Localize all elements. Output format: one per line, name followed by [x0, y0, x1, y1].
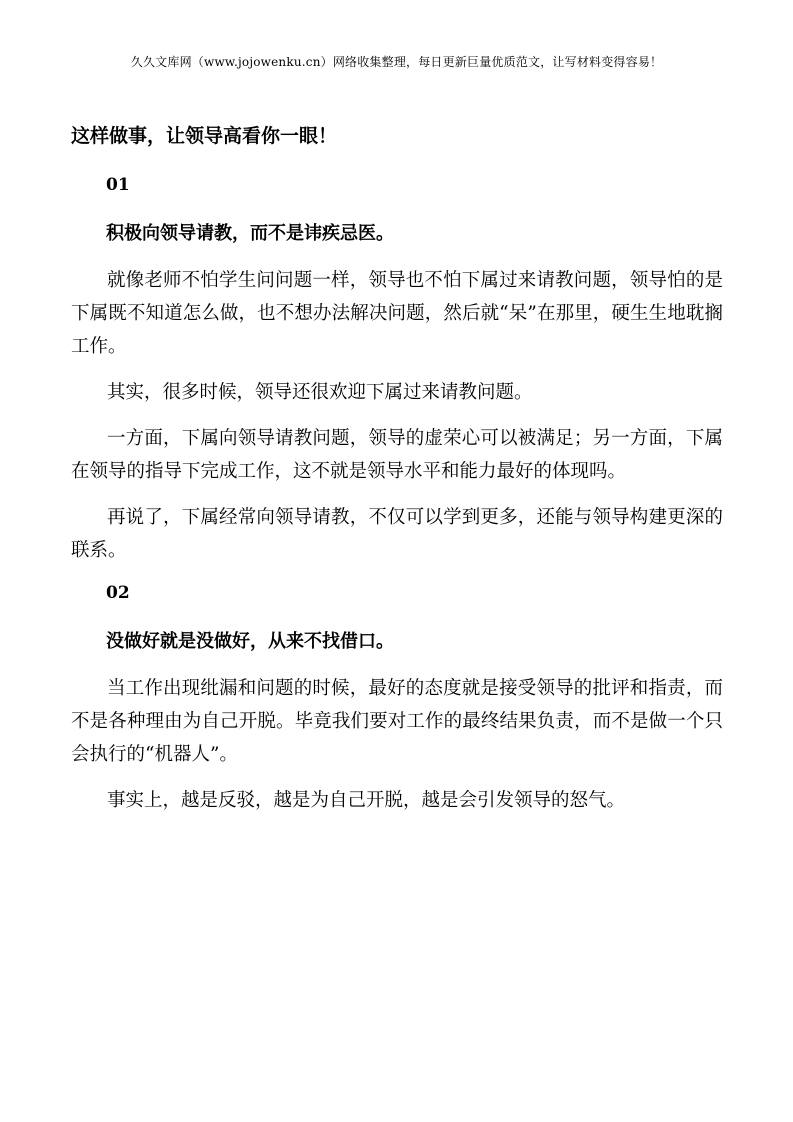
- section-heading: 积极向领导请教，而不是讳疾忌医。: [106, 223, 394, 244]
- section-heading: 没做好就是没做好，从来不找借口。: [106, 631, 394, 652]
- paragraph: 再说了，下属经常向领导请教，不仅可以学到更多，还能与领导构建更深的联系。: [71, 507, 723, 561]
- paragraph: 就像老师不怕学生问问题一样，领导也不怕下属过来请教问题，领导怕的是下属既不知道怎么做，也不想办法解决问题，然后就“呆”在那里，硬生生地耽搁工作。: [71, 270, 723, 357]
- section-01: [71, 172, 723, 567]
- section-02: [71, 580, 723, 817]
- section-number: 02: [106, 583, 130, 603]
- paragraph: 事实上，越是反驳，越是为自己开脱，越是会引发领导的怒气。: [107, 790, 626, 811]
- page-header: 久久文库网（www.jojowenku.cn）网络收集整理，每日更新巨量优质范文，让写材料变得容易！: [130, 55, 663, 69]
- section-number: 01: [106, 175, 130, 195]
- paragraph: 一方面，下属向领导请教问题，领导的虚荣心可以被满足；另一方面，下属在领导的指导下完成工作，这不就是领导水平和能力最好的体现吗。: [71, 428, 723, 482]
- paragraph: 其实，很多时候，领导还很欢迎下属过来请教问题。: [107, 382, 533, 403]
- article-body: [71, 122, 723, 830]
- paragraph: 当工作出现纰漏和问题的时候，最好的态度就是接受领导的批评和指责，而不是各种理由为自己开脱。毕竟我们要对工作的最终结果负责，而不是做一个只会执行的“机器人”。: [71, 678, 723, 765]
- article-title: 这样做事，让领导高看你一眼！: [71, 125, 338, 147]
